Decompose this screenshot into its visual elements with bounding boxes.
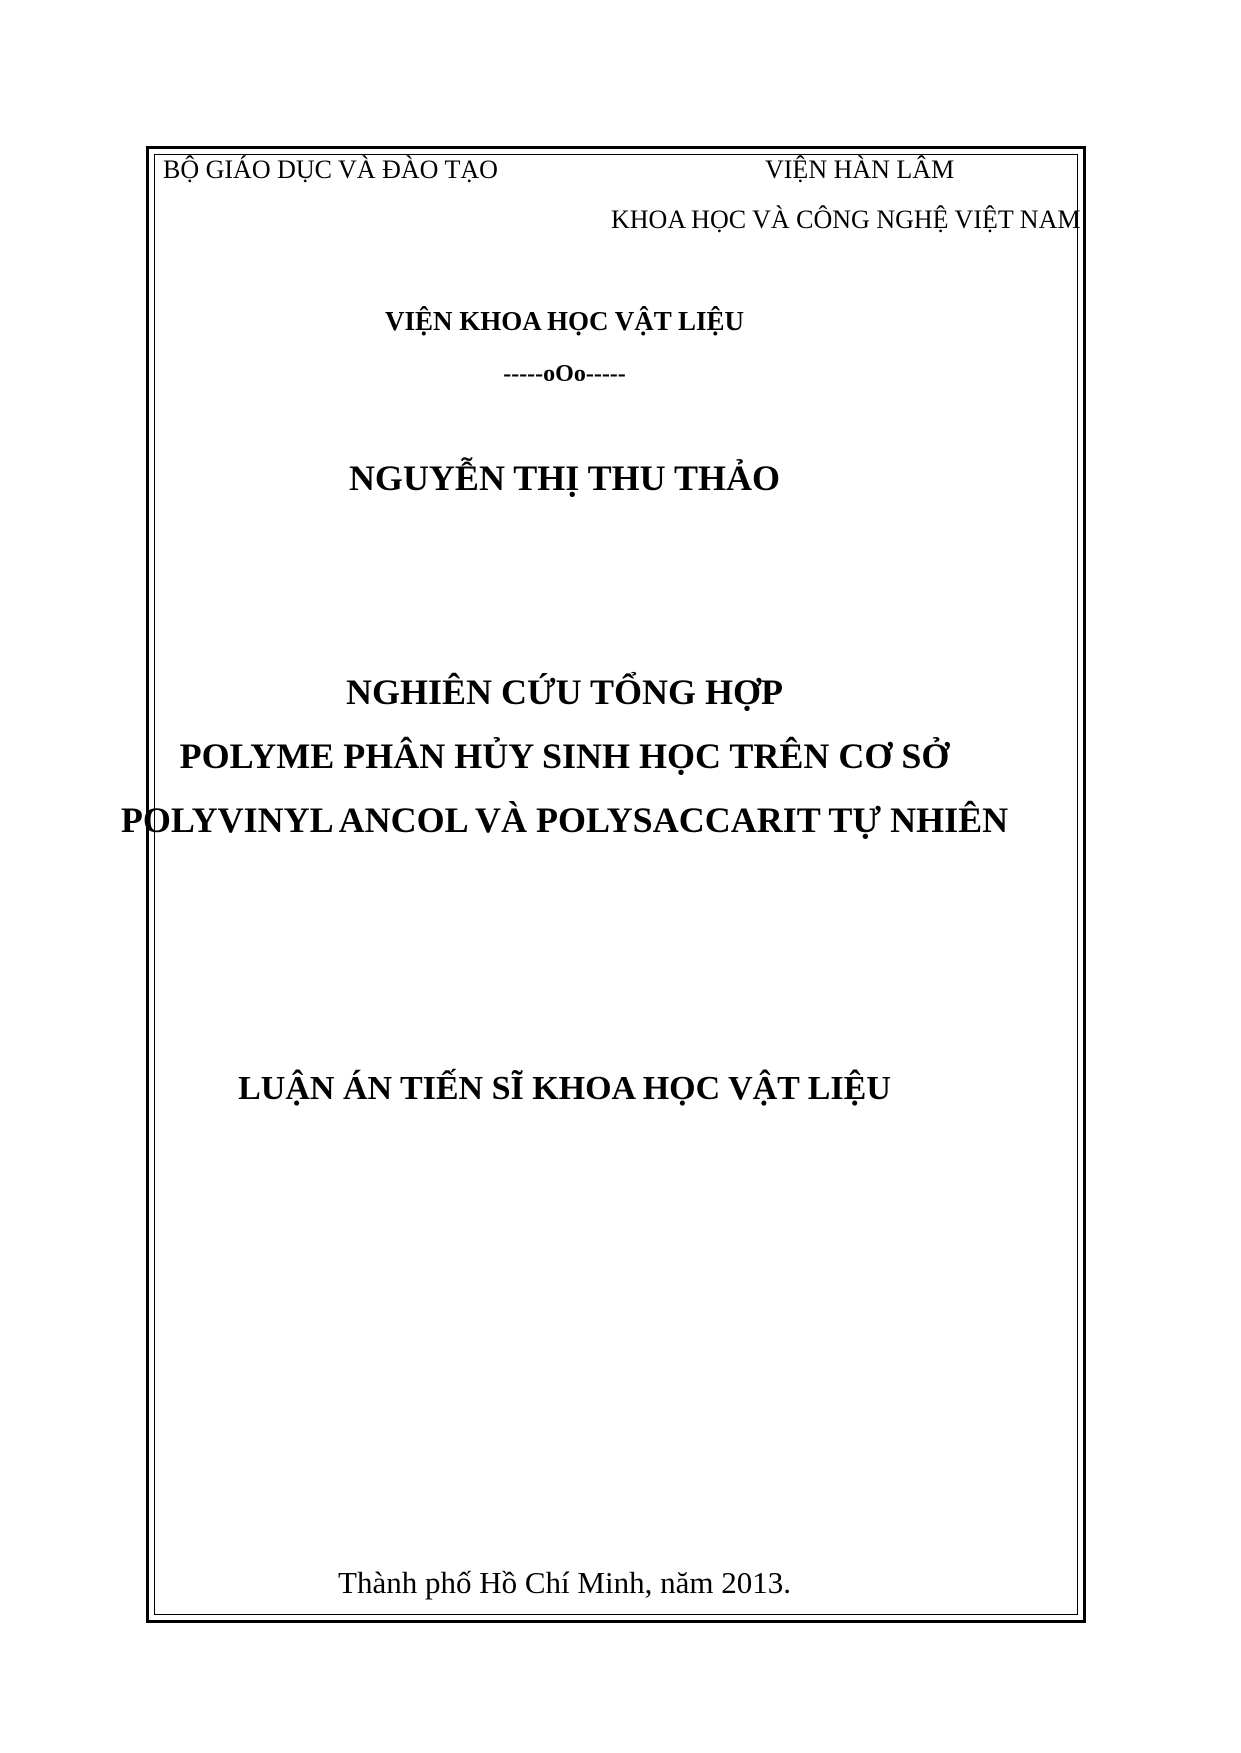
- ministry-name: BỘ GIÁO DỤC VÀ ĐÀO TẠO: [163, 155, 498, 184]
- academy-name-line2: KHOA HỌC VÀ CÔNG NGHỆ VIỆT NAM: [611, 205, 1081, 234]
- thesis-title-line3: POLYVINYL ANCOL VÀ POLYSACCARIT TỰ NHIÊN: [120, 800, 1009, 840]
- place-and-year: Thành phố Hồ Chí Minh, năm 2013.: [338, 1565, 791, 1600]
- separator: -----oOo-----: [503, 361, 626, 387]
- author-name: NGUYỄN THỊ THU THẢO: [348, 458, 781, 498]
- thesis-title-line1: NGHIÊN CỨU TỔNG HỢP: [345, 672, 784, 712]
- thesis-title-line2: POLYME PHÂN HỦY SINH HỌC TRÊN CƠ SỞ: [179, 736, 950, 776]
- academy-name-line1: VIỆN HÀN LÂM: [765, 155, 955, 184]
- degree-title: LUẬN ÁN TIẾN SĨ KHOA HỌC VẬT LIỆU: [238, 1070, 891, 1107]
- institute-name: VIỆN KHOA HỌC VẬT LIỆU: [384, 306, 745, 336]
